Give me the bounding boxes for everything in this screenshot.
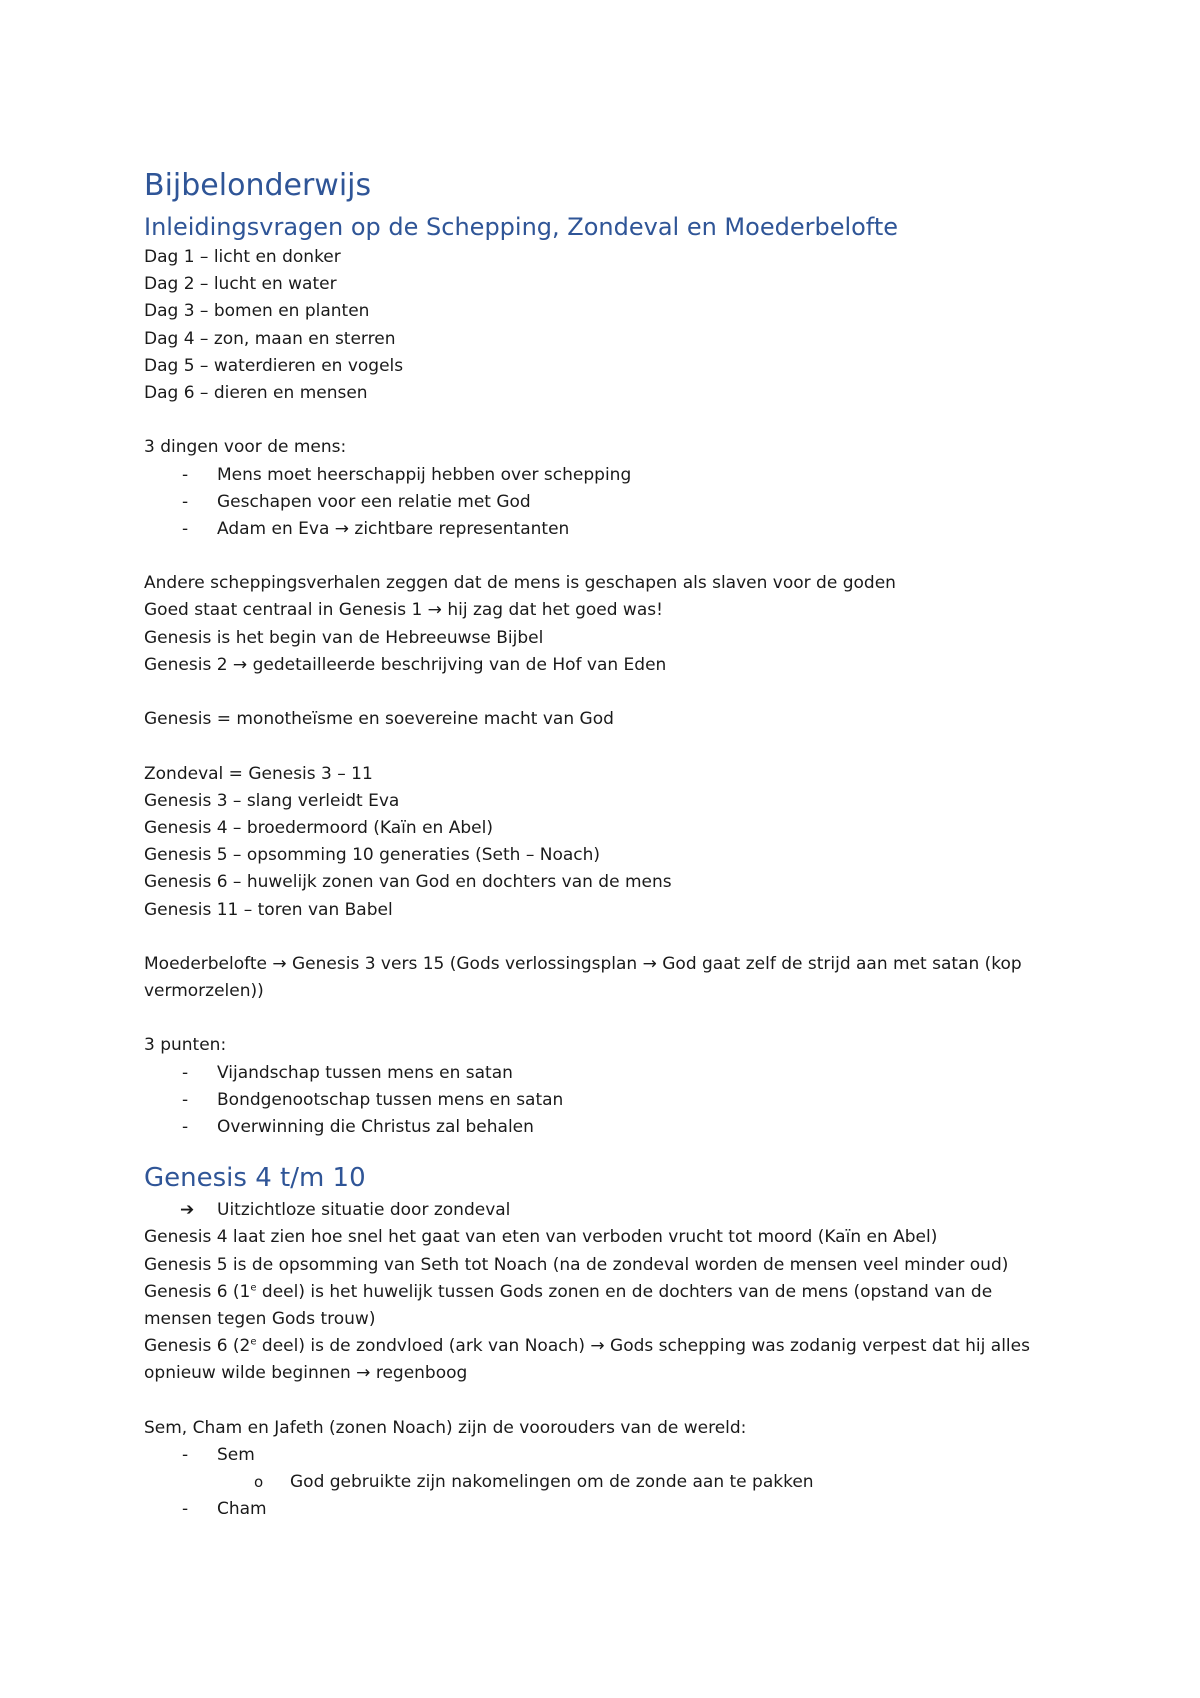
text-line: Genesis 5 is de opsomming van Seth tot Noach (na de zondeval worden de mensen veel minder oud) (144, 1254, 1009, 1275)
day-line: Dag 4 – zon, maan en sterren (144, 328, 396, 349)
bullet-dash: - (182, 1499, 189, 1520)
day-line: Dag 1 – licht en donker (144, 247, 341, 267)
text-line: Genesis is het begin van de Hebreeuwse Bijbel (144, 627, 544, 648)
bullet-dash: - (182, 1062, 189, 1083)
voorouders-line: Sem, Cham en Jafeth (zonen Noach) zijn de voorouders van de wereld: (144, 1417, 747, 1438)
paragraph-scheppingsverhalen (144, 570, 1064, 679)
spacer (144, 1388, 1064, 1415)
bullet-circle: o (254, 1473, 264, 1492)
list-item (144, 1114, 1064, 1141)
text-line: Genesis 11 – toren van Babel (144, 899, 393, 920)
text-fragment: deel) is het huwelijk tussen Gods zonen en de dochters van de mens (opstand van de mensen tegen Gods trouw) (144, 1281, 993, 1329)
text-line: Andere scheppingsverhalen zeggen dat de mens is geschapen als slaven voor de goden (144, 573, 896, 594)
text-fragment: Genesis 6 (1 (144, 1281, 251, 1302)
list-item-text: Mens moet heerschappij hebben over schepping (217, 464, 632, 485)
voorouders-list (144, 1442, 1064, 1524)
bullet-dash: - (182, 1444, 189, 1465)
list-item-text: Geschapen voor een relatie met God (217, 491, 531, 512)
sub-list-item-text: God gebruikte zijn nakomelingen om de zonde aan te pakken (290, 1472, 814, 1493)
list-item (144, 1087, 1064, 1114)
spacer (144, 924, 1064, 951)
list-item (144, 516, 1064, 543)
moederbelofte-paragraph: Moederbelofte → Genesis 3 vers 15 (Gods verlossingsplan → God gaat zelf de strijd aan met satan (kop vermorzelen)) (144, 953, 1022, 1002)
list-item (144, 1496, 1064, 1523)
punten-intro: 3 punten: (144, 1035, 227, 1056)
bullet-dash: - (182, 491, 189, 512)
section-heading-genesis-4-10: Genesis 4 t/m 10 (144, 1163, 366, 1194)
spacer (144, 733, 1064, 760)
text-line: Genesis 4 – broedermoord (Kaïn en Abel) (144, 817, 493, 838)
list-item-text: Vijandschap tussen mens en satan (217, 1062, 513, 1083)
genesis-6b-paragraph (144, 1333, 1064, 1387)
sub-list-item (144, 1469, 1064, 1496)
list-item-text: Bondgenootschap tussen mens en satan (217, 1089, 564, 1110)
superscript: e (250, 1336, 257, 1348)
text-fragment: Genesis 6 (2 (144, 1336, 251, 1357)
text-line: Genesis 3 – slang verleidt Eva (144, 790, 400, 811)
list-item-text: Sem (217, 1444, 255, 1465)
superscript: e (250, 1282, 257, 1294)
text-line: Goed staat centraal in Genesis 1 → hij zag dat het goed was! (144, 600, 663, 621)
document-content (144, 166, 1064, 1524)
list-item (144, 489, 1064, 516)
bullet-dash: - (182, 464, 189, 485)
list-item (144, 1442, 1064, 1469)
arrow-right-icon: ➔ (180, 1200, 195, 1221)
bullet-dash: - (182, 1117, 189, 1138)
text-line: Genesis 6 – huwelijk zonen van God en dochters van de mens (144, 872, 672, 893)
monotheisme-line: Genesis = monotheïsme en soevereine macht van God (144, 709, 614, 730)
text-line: Genesis 5 – opsomming 10 generaties (Seth – Noach) (144, 845, 601, 866)
text-line: Genesis 4 laat zien hoe snel het gaat van eten van verboden vrucht tot moord (Kaïn en Abel) (144, 1227, 938, 1248)
bullet-dash: - (182, 518, 189, 539)
days-list (144, 244, 1064, 407)
mens-list (144, 462, 1064, 544)
punten-list (144, 1060, 1064, 1142)
list-item (144, 1060, 1064, 1087)
spacer (144, 407, 1064, 434)
text-line: Zondeval = Genesis 3 – 11 (144, 763, 373, 784)
text-fragment: deel) is de zondvloed (ark van Noach) → Gods schepping was zodanig verpest dat hij alles opnieuw wilde beginnen → regenboog (144, 1336, 1030, 1384)
bullet-dash: - (182, 1089, 189, 1110)
spacer (144, 543, 1064, 570)
spacer (144, 679, 1064, 706)
arrow-list-item (144, 1197, 1064, 1224)
list-item-text: Adam en Eva → zichtbare representanten (217, 518, 570, 539)
day-line: Dag 5 – waterdieren en vogels (144, 355, 404, 376)
zondeval-list (144, 761, 1064, 924)
list-item-text: Overwinning die Christus zal behalen (217, 1117, 534, 1138)
spacer (144, 1141, 1064, 1159)
spacer (144, 1005, 1064, 1032)
day-line: Dag 3 – bomen en planten (144, 301, 370, 322)
arrow-list-item-text: Uitzichtloze situatie door zondeval (217, 1200, 511, 1221)
document-title: Bijbelonderwijs (144, 168, 372, 203)
genesis-6a-paragraph (144, 1279, 1064, 1333)
day-line: Dag 6 – dieren en mensen (144, 382, 368, 403)
day-line: Dag 2 – lucht en water (144, 274, 337, 295)
document-subtitle: Inleidingsvragen op de Schepping, Zondeval en Moederbelofte (144, 213, 899, 241)
list-item (144, 462, 1064, 489)
list-item-text: Cham (217, 1499, 267, 1520)
mens-intro: 3 dingen voor de mens: (144, 437, 347, 458)
text-line: Genesis 2 → gedetailleerde beschrijving van de Hof van Eden (144, 654, 667, 675)
